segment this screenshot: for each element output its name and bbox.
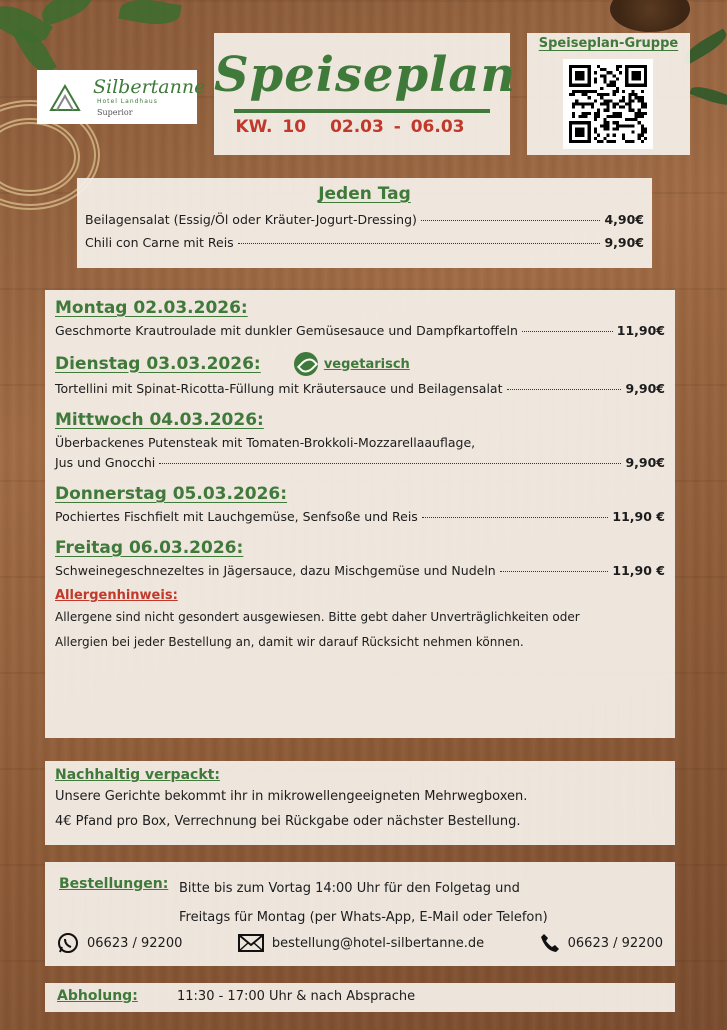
- orders-line: Freitags für Montag (per Whats-App, E-Mail oder Telefon): [179, 910, 548, 925]
- week-info: [214, 117, 510, 137]
- day-heading: Montag 02.03.2026:: [55, 298, 248, 318]
- dot-leader: [421, 220, 601, 221]
- list-item: [55, 455, 665, 470]
- dish-name: Jus und Gnocchi: [55, 455, 156, 470]
- email-contact[interactable]: [238, 933, 484, 953]
- dish-name: Tortellini mit Spinat-Ricotta-Füllung mit Kräutersauce und Beilagensalat: [55, 381, 503, 396]
- logo-brand: Silbertanne: [93, 76, 206, 98]
- allergen-heading: Allergenhinweis:: [55, 588, 178, 603]
- dot-leader: [238, 243, 601, 244]
- daily-panel: [77, 178, 652, 268]
- orders-heading: Bestellungen:: [59, 876, 169, 892]
- dot-leader: [507, 389, 622, 390]
- phone-contact[interactable]: [540, 933, 663, 953]
- orders-panel: [45, 862, 675, 966]
- hotel-logo: [37, 70, 206, 124]
- decor-leaf: [118, 0, 181, 29]
- week-number: KW. 10: [235, 117, 307, 137]
- dish-price: 11,90€: [616, 323, 665, 338]
- dish-name: Geschmorte Krautroulade mit dunkler Gemüsesauce und Dampfkartoffeln: [55, 323, 518, 338]
- dish-name-line1: Überbackenes Putensteak mit Tomaten-Brokkoli-Mozzarellaauflage,: [55, 435, 476, 450]
- dish-price: 11,90 €: [612, 563, 665, 578]
- decor-leaf: [689, 82, 727, 109]
- dish-price: 9,90€: [604, 235, 644, 250]
- sustain-heading: Nachhaltig verpackt:: [55, 767, 220, 783]
- dish-name: Chili con Carne mit Reis: [85, 235, 234, 250]
- dot-leader: [500, 571, 609, 572]
- dish-name: Beilagensalat (Essig/Öl oder Kräuter-Jogurt-Dressing): [85, 212, 417, 227]
- title-underline: [234, 109, 490, 113]
- sustainability-panel: [45, 761, 675, 845]
- dish-price: 4,90€: [604, 212, 644, 227]
- day-wednesday: [55, 410, 665, 470]
- dot-leader: [159, 463, 621, 464]
- title-panel: [214, 33, 517, 155]
- day-tuesday: [55, 352, 665, 396]
- day-heading: Donnerstag 05.03.2026:: [55, 484, 288, 504]
- sustain-text: [55, 784, 665, 834]
- dot-leader: [422, 517, 609, 518]
- vegetarian-icon: [294, 352, 318, 376]
- daily-heading: Jeden Tag: [318, 184, 411, 204]
- day-monday: [55, 298, 665, 338]
- page-title: Speiseplan: [214, 47, 517, 103]
- contact-row: [57, 932, 663, 954]
- pickup-heading: Abholung:: [57, 988, 138, 1004]
- list-item: [85, 212, 644, 227]
- list-item: [55, 509, 665, 524]
- vegetarian-badge: [294, 352, 410, 376]
- list-item: [85, 235, 644, 250]
- decor-pinecone: [610, 0, 690, 32]
- email-address: bestellung@hotel-silbertanne.de: [271, 935, 485, 951]
- pickup-text: 11:30 - 17:00 Uhr & nach Absprache: [177, 989, 416, 1004]
- allergen-text: [55, 605, 665, 655]
- allergen-line: Allergien bei jeder Bestellung an, damit wir darauf Rücksicht nehmen können.: [55, 635, 524, 649]
- whatsapp-number: 06623 / 92200: [87, 935, 183, 951]
- list-item: [55, 323, 665, 338]
- qr-panel: [527, 33, 690, 155]
- dish-price: 11,90 €: [612, 509, 665, 524]
- day-friday: [55, 538, 665, 578]
- tree-logo-icon: [47, 80, 83, 114]
- logo-sub: Superior: [97, 108, 133, 117]
- dot-leader: [522, 331, 613, 332]
- week-dates: 02.03 - 06.03: [330, 117, 465, 137]
- day-thursday: [55, 484, 665, 524]
- sustain-line: 4€ Pfand pro Box, Verrechnung bei Rückgabe oder nächster Bestellung.: [55, 814, 521, 829]
- whatsapp-icon: [57, 932, 79, 954]
- dish-name: Schweinegeschnezeltes in Jägersauce, dazu Mischgemüse und Nudeln: [55, 563, 496, 578]
- qr-label: Speiseplan-Gruppe: [538, 36, 679, 51]
- allergen-line: Allergene sind nicht gesondert ausgewiesen. Bitte gebt daher Unverträglichkeiten oder: [55, 610, 580, 624]
- mail-icon: [238, 933, 264, 953]
- list-item: [55, 381, 665, 396]
- dish-price: 9,90€: [625, 381, 665, 396]
- pickup-panel: [45, 983, 675, 1012]
- logo-tagline: Hotel Landhaus: [97, 98, 158, 105]
- whatsapp-contact[interactable]: [57, 932, 182, 954]
- vegetarian-label: vegetarisch: [323, 356, 410, 372]
- day-heading: Dienstag 03.03.2026:: [55, 353, 261, 374]
- list-item: [55, 563, 665, 578]
- day-heading: Mittwoch 04.03.2026:: [55, 410, 264, 430]
- day-heading: Freitag 06.03.2026:: [55, 538, 244, 558]
- qr-code[interactable]: [563, 59, 653, 149]
- decor-leaf: [38, 0, 97, 27]
- orders-text: [179, 874, 548, 932]
- dish-name: Pochiertes Fischfielt mit Lauchgemüse, Senfsoße und Reis: [55, 509, 418, 524]
- sustain-line: Unsere Gerichte bekommt ihr in mikrowellengeeigneten Mehrwegboxen.: [55, 789, 528, 804]
- dish-price: 9,90€: [625, 455, 665, 470]
- weekly-menu-panel: [45, 290, 675, 738]
- phone-icon: [540, 933, 560, 953]
- orders-line: Bitte bis zum Vortag 14:00 Uhr für den Folgetag und: [179, 881, 520, 896]
- phone-number: 06623 / 92200: [567, 935, 663, 951]
